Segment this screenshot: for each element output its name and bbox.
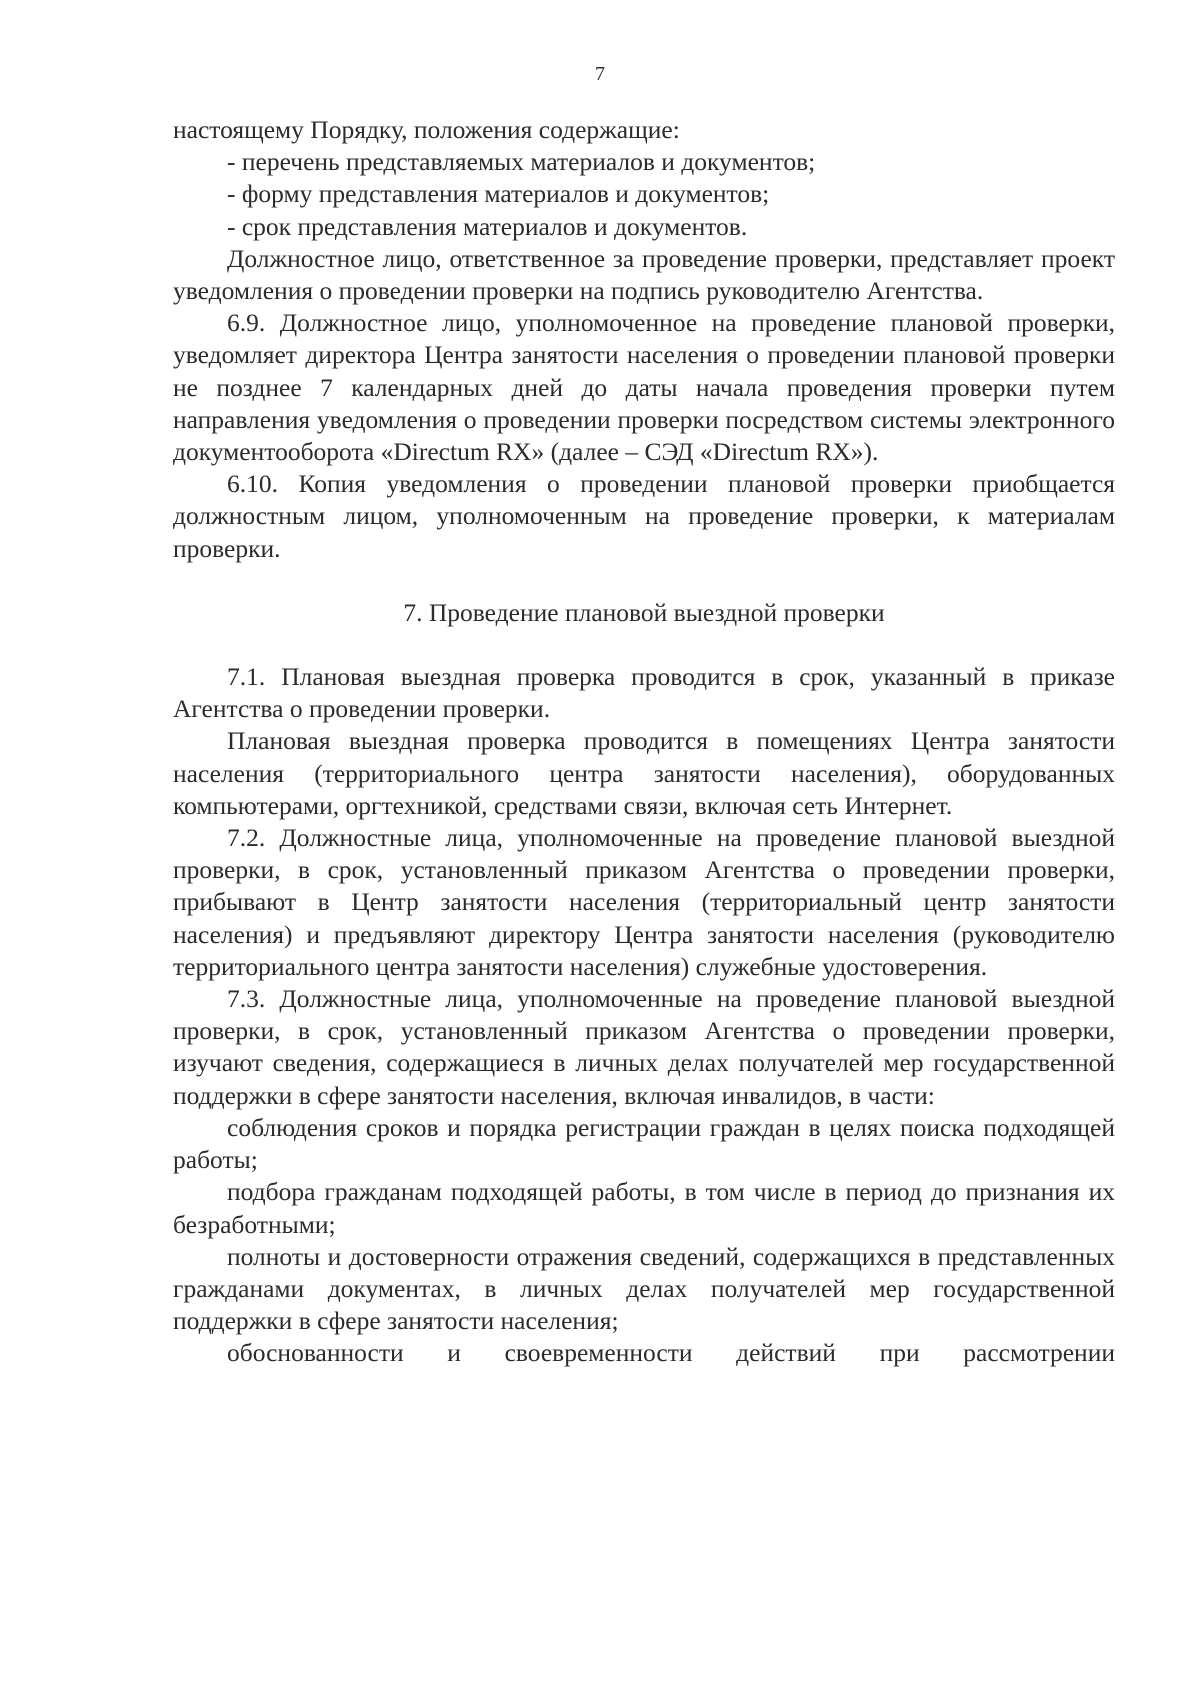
paragraph-6-10: 6.10. Копия уведомления о проведении плановой проверки приобщается должностным лицом, уполномоченным на проведение проверки, к материалам проверки. — [173, 469, 1115, 563]
list-item: полноты и достоверности отражения сведений, содержащихся в представленных гражданами документах, в личных делах получателей мер государственной поддержки в сфере занятости населения; — [173, 1241, 1115, 1336]
page-number: 7 — [595, 63, 605, 85]
paragraph: Должностное лицо, ответственное за проведение проверки, представляет проект уведомления о проведении проверки на подпись руководителю Агентства. — [173, 243, 1115, 306]
list-item: - форму представления материалов и документов; — [227, 179, 770, 209]
paragraph-7-1: 7.1. Плановая выездная проверка проводится в срок, указанный в приказе Агентства о проведении проверки. — [173, 662, 1115, 724]
list-item: соблюдения сроков и порядка регистрации граждан в целях поиска подходящей работы; — [173, 1112, 1115, 1175]
paragraph: настоящему Порядку, положения содержащие: — [173, 115, 680, 144]
list-item: обоснованности и своевременности действий при рассмотрении — [227, 1338, 1115, 1368]
list-item: - перечень представляемых материалов и документов; — [227, 147, 816, 177]
list-item: - срок представления материалов и документов. — [227, 211, 748, 241]
paragraph-7-2: 7.2. Должностные лица, уполномоченные на проведение плановой выездной проверки, в срок, установленный приказом Агентства о проведении проверки, прибывают в Центр занятости населения (территориальный центр занятости населения) и предъявляют директору Центра занятости населения (руководителю территориального центра занятости населения) служебные удостоверения. — [173, 823, 1115, 981]
paragraph: Плановая выездная проверка проводится в помещениях Центра занятости населения (территориального центра занятости населения), оборудованных компьютерами, оргтехникой, средствами связи, включая сеть Интернет. — [173, 726, 1115, 820]
document-body — [173, 114, 1115, 1370]
section-heading: 7. Проведение плановой выездной проверки — [403, 597, 885, 627]
paragraph-6-9: 6.9. Должностное лицо, уполномоченное на проведение плановой проверки, уведомляет директора Центра занятости населения о проведении плановой проверки не позднее 7 календарных дней до даты начала проведения проверки путем направления уведомления о проведении проверки посредством системы электронного документооборота «Directum RX» (далее – СЭД «Directum RX»). — [173, 308, 1115, 467]
list-item: подбора гражданам подходящей работы, в том числе в период до признания их безработными; — [173, 1177, 1115, 1239]
paragraph-7-3: 7.3. Должностные лица, уполномоченные на проведение плановой выездной проверки, в срок, установленный приказом Агентства о проведении проверки, изучают сведения, содержащиеся в личных делах получателей мер государственной поддержки в сфере занятости населения, включая инвалидов, в части: — [173, 984, 1115, 1110]
